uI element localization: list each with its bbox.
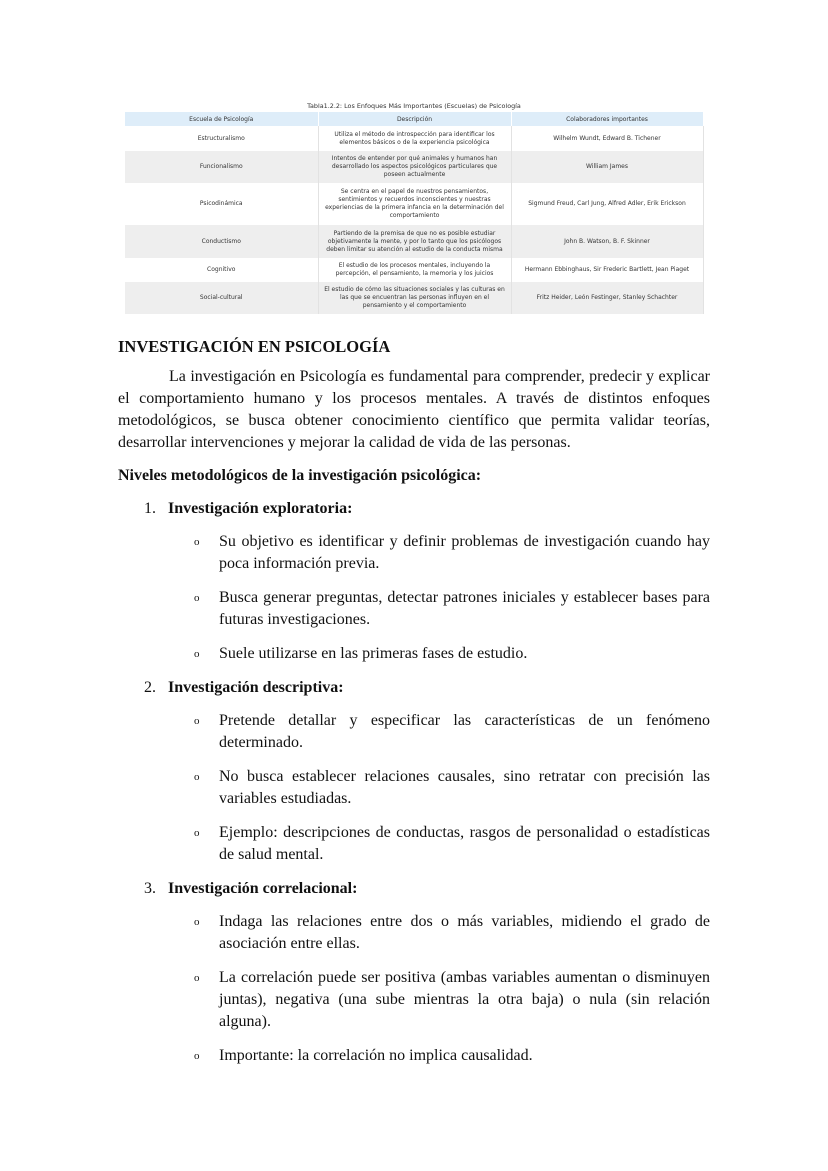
cell-contributors: William James [511,151,703,183]
cell-school: Psicodinámica [125,183,318,225]
hollow-bullet-icon: o [194,916,200,928]
header-contributors: Colaboradores importantes [511,112,703,126]
level-number: 3. [144,880,156,897]
levels-list [118,498,710,1067]
table-row [125,183,703,225]
list-item-text: La correlación puede ser positiva (ambas variables aumentan o disminuyen juntas), negativa (una sube mientras la otra baja) o nula (sin relación alguna). [219,969,710,1030]
hollow-bullet-icon: o [194,536,200,548]
section-title: INVESTIGACIÓN EN PSICOLOGÍA [118,337,391,356]
list-item-text: No busca establecer relaciones causales, sino retratar con precisión las variables estudiadas. [219,768,710,807]
list-item-text: Indaga las relaciones entre dos o más variables, midiendo el grado de asociación entre ellas. [219,913,710,952]
level-item-exploratoria [118,498,710,665]
cell-school: Cognitivo [125,258,318,282]
table-row [125,282,703,314]
list-item [118,643,710,665]
levels-subtitle: Niveles metodológicos de la investigación psicológica: [118,467,482,484]
hollow-bullet-icon: o [194,715,200,727]
hollow-bullet-icon: o [194,771,200,783]
cell-school: Conductismo [125,225,318,258]
list-item [118,710,710,754]
research-section [118,336,710,1079]
cell-contributors: John B. Watson, B. F. Skinner [511,225,703,258]
list-item-text: Suele utilizarse en las primeras fases de estudio. [219,645,528,662]
list-item [118,822,710,866]
list-item-text: Ejemplo: descripciones de conductas, rasgos de personalidad o estadísticas de salud mental. [219,824,710,863]
level-title: Investigación correlacional: [168,880,358,897]
table-caption: Tabla1.2.2: Los Enfoques Más Importantes (Escuelas) de Psicología [307,102,521,110]
level-number: 2. [144,679,156,696]
list-item [118,766,710,810]
level-bullets [118,531,710,665]
header-description: Descripción [318,112,511,126]
level-heading [118,498,710,520]
cell-contributors: Hermann Ebbinghaus, Sir Frederic Bartlett, Jean Piaget [511,258,703,282]
level-title: Investigación descriptiva: [168,679,344,696]
hollow-bullet-icon: o [194,827,200,839]
cell-description: Partiendo de la premisa de que no es posible estudiar objetivamente la mente, y por lo tanto que los psicólogos deben limitar su atención al estudio de la conducta misma [318,225,511,258]
table-header-row [125,112,703,126]
list-item-text: Busca generar preguntas, detectar patrones iniciales y establecer bases para futuras investigaciones. [219,589,710,628]
table-row [125,151,703,183]
cell-description: Utiliza el método de introspección para identificar los elementos básicos o de la experiencia psicológica [318,126,511,151]
level-number: 1. [144,500,156,517]
cell-school: Social-cultural [125,282,318,314]
list-item [118,587,710,631]
cell-school: Estructuralismo [125,126,318,151]
list-item [118,531,710,575]
hollow-bullet-icon: o [194,972,200,984]
cell-description: Se centra en el papel de nuestros pensamientos, sentimientos y recuerdos inconscientes y nuestras experiencias de la primera infancia en la determinación del comportamiento [318,183,511,225]
table-row [125,126,703,151]
list-item-text: Pretende detallar y especificar las características de un fenómeno determinado. [219,712,710,751]
level-heading [118,878,710,900]
schools-table [125,112,704,314]
list-item [118,967,710,1033]
header-school: Escuela de Psicología [125,112,318,126]
hollow-bullet-icon: o [194,648,200,660]
level-item-correlacional [118,878,710,1067]
cell-description: El estudio de los procesos mentales, incluyendo la percepción, el pensamiento, la memoria y los juicios [318,258,511,282]
cell-school: Funcionalismo [125,151,318,183]
list-item [118,911,710,955]
cell-contributors: Wilhelm Wundt, Edward B. Tichener [511,126,703,151]
table-row [125,225,703,258]
table-row [125,258,703,282]
list-item-text: Importante: la correlación no implica causalidad. [219,1047,533,1064]
cell-contributors: Fritz Heider, León Festinger, Stanley Schachter [511,282,703,314]
intro-paragraph: La investigación en Psicología es fundamental para comprender, predecir y explicar el comportamiento humano y los procesos mentales. A través de distintos enfoques metodológicos, se busca obtener conocimiento científico que permita validar teorías, desarrollar intervenciones y mejorar la calidad de vida de las personas. [118,368,710,451]
level-title: Investigación exploratoria: [168,500,353,517]
cell-description: Intentos de entender por qué animales y humanos han desarrollado los aspectos psicológicos particulares que poseen actualmente [318,151,511,183]
level-bullets [118,911,710,1067]
hollow-bullet-icon: o [194,592,200,604]
level-bullets [118,710,710,866]
list-item [118,1045,710,1067]
hollow-bullet-icon: o [194,1050,200,1062]
schools-table-figure [125,101,703,314]
cell-description: El estudio de cómo las situaciones sociales y las culturas en las que se encuentran las personas influyen en el pensamiento y el comportamiento [318,282,511,314]
level-item-descriptiva [118,677,710,866]
cell-contributors: Sigmund Freud, Carl Jung, Alfred Adler, Erik Erickson [511,183,703,225]
list-item-text: Su objetivo es identificar y definir problemas de investigación cuando hay poca información previa. [219,533,710,572]
level-heading [118,677,710,699]
